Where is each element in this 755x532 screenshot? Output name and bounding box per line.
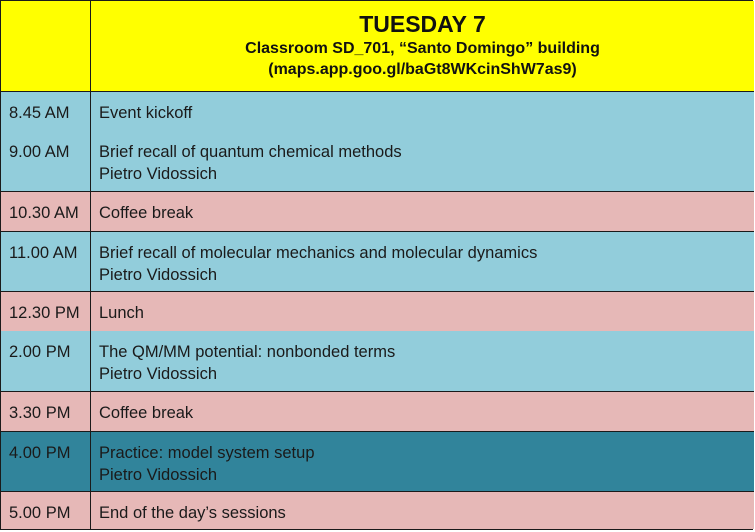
session-content [91,432,754,491]
session-row [1,331,754,391]
session-row [1,491,754,529]
session-title: Brief recall of molecular mechanics and molecular dynamics [99,244,538,262]
session-title: End of the day’s sessions [99,504,286,522]
session-time: 9.00 AM [1,131,91,191]
venue-text: Classroom SD_701, “Santo Domingo” building [245,40,600,57]
map-link[interactable]: (maps.app.goo.gl/baGt8WKcinShW7as9) [268,61,577,78]
session-row [1,391,754,431]
session-speaker: Pietro Vidossich [99,365,218,383]
session-row [1,291,754,331]
header-cell [91,1,754,91]
session-content [91,292,754,331]
session-title: Coffee break [99,204,194,222]
session-time: 2.00 PM [1,331,91,391]
session-title: Brief recall of quantum chemical methods [99,143,402,161]
session-title: Event kickoff [99,104,193,122]
session-time: 10.30 AM [1,192,91,231]
session-time: 8.45 AM [1,92,91,131]
session-time: 5.00 PM [1,492,91,529]
day-header [1,1,754,91]
session-title: The QM/MM potential: nonbonded terms [99,343,396,361]
session-title: Practice: model system setup [99,444,315,462]
session-row [1,431,754,491]
session-row [1,91,754,131]
session-title: Lunch [99,304,144,322]
session-speaker: Pietro Vidossich [99,165,218,183]
session-content [91,392,754,431]
session-row [1,231,754,291]
header-empty-cell [1,1,91,91]
session-time: 4.00 PM [1,432,91,491]
session-content [91,232,754,291]
session-speaker: Pietro Vidossich [99,266,218,284]
session-title: Coffee break [99,404,194,422]
session-content [91,492,754,529]
session-content [91,331,754,391]
session-row [1,131,754,191]
session-time: 12.30 PM [1,292,91,331]
session-content [91,192,754,231]
session-time: 3.30 PM [1,392,91,431]
session-row [1,191,754,231]
session-time: 11.00 AM [1,232,91,291]
session-content [91,92,754,131]
session-speaker: Pietro Vidossich [99,466,218,484]
day-title: TUESDAY 7 [359,11,486,37]
session-content [91,131,754,191]
